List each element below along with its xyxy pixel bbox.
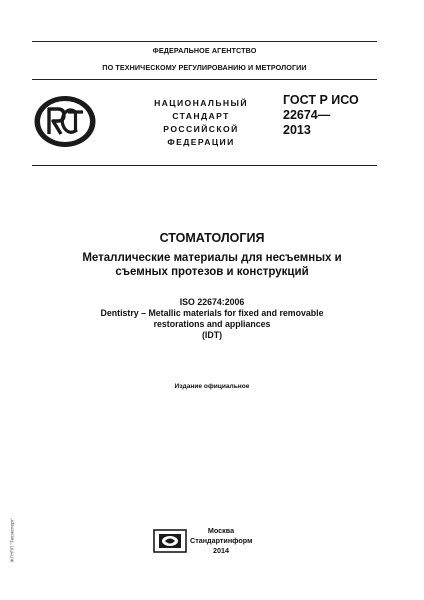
publisher-name: Стандартинформ <box>190 536 253 545</box>
designation-line1: ГОСТ Р ИСО <box>283 93 359 107</box>
agency-name-line2: ПО ТЕХНИЧЕСКОМУ РЕГУЛИРОВАНИЮ И МЕТРОЛОГИИ <box>102 63 307 72</box>
standard-type-line2: СТАНДАРТ <box>172 111 230 121</box>
document-subtitle-line2: съемных протезов и конструкций <box>115 266 309 278</box>
designation-line3: 2013 <box>283 123 311 137</box>
standartinform-logo-icon <box>153 529 187 553</box>
iso-equivalence: (IDT) <box>201 330 223 340</box>
document-title: СТОМАТОЛОГИЯ <box>159 231 265 245</box>
standard-type-line3: РОССИЙСКОЙ <box>163 124 239 134</box>
standard-type-line1: НАЦИОНАЛЬНЫЙ <box>154 98 248 108</box>
standard-type-line4: ФЕДЕРАЦИИ <box>167 137 235 147</box>
publisher-info <box>190 526 252 556</box>
agency-name-line1: ФЕДЕРАЛЬНОЕ АГЕНТСТВО <box>152 46 257 55</box>
publisher-city: Москва <box>207 526 235 535</box>
iso-title-line2: restorations and appliances <box>153 319 271 329</box>
designation-line2: 22674— <box>283 108 331 122</box>
iso-title-line1: Dentistry – Metallic materials for fixed and removable <box>100 308 324 318</box>
header-rule <box>32 79 377 80</box>
standard-designation <box>283 93 359 138</box>
iso-designation: ISO 22674:2006 <box>179 297 245 307</box>
rst-logo-icon <box>33 94 97 149</box>
publication-year: 2014 <box>213 546 229 555</box>
title-block-rule <box>32 165 377 166</box>
edition-note: Издание официальное <box>174 383 250 390</box>
top-rule <box>32 41 377 42</box>
side-watermark-text: ЖГНПП "Техэксперт" <box>9 517 15 563</box>
document-subtitle-line1: Металлические материалы для несъемных и <box>82 252 342 264</box>
